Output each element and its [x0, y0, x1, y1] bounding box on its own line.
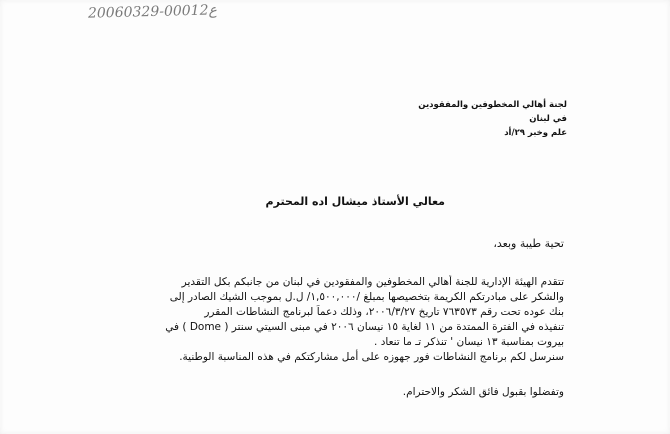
- sender-name-line: لجنة أهالي المخطوفين والمفقودين: [418, 100, 567, 110]
- body-line: بيروت بمناسبة ١٣ نيسان ' تنذكر تـ ما تنعاد .: [374, 336, 564, 348]
- greeting-line: تحية طيبة وبعد،: [493, 237, 564, 250]
- recipient-line: معالي الأستاذ ميشال اده المحترم: [265, 195, 445, 208]
- body-line: بنك عوده تحت رقم ٧٦٣٥٧٣ تاريخ ٢٠٠٦/٣/٢٧، وذلك دعماً لبرنامج النشاطات المقرر: [204, 306, 564, 318]
- closing-salutation: وتفضلوا بقبول فائق الشكر والاحترام.: [402, 386, 564, 398]
- sender-block: [418, 98, 567, 140]
- closing-sentence: سنرسل لكم برنامج النشاطات فور جهوزه على أمل مشاركتكم في هذه المناسبة الوطنية.: [179, 351, 564, 363]
- sender-location-line: في لبنان: [529, 114, 567, 124]
- body-paragraph: [44, 275, 564, 350]
- sender-registration-line: علم وخبر ٢٩/أد: [504, 128, 567, 138]
- body-line: والشكر على مبادرتكم الكريمة بتخصيصها بمبلغ /١,٥٠٠,٠٠٠/ ل.ل بموجب الشيك الصادر إلى: [169, 291, 564, 303]
- handwritten-reference-number: 20060329-0001ع2: [87, 2, 218, 22]
- body-line: تنفيذه في الفترة الممتدة من ١١ لغاية ١٥ نيسان ٢٠٠٦ في مبنى السيتي سنتر ( Dome ) في: [165, 321, 564, 333]
- body-line: تتقدم الهيئة الإدارية للجنة أهالي المخطوفين والمفقودين في لبنان من جانبكم بكل التقدير: [181, 276, 564, 288]
